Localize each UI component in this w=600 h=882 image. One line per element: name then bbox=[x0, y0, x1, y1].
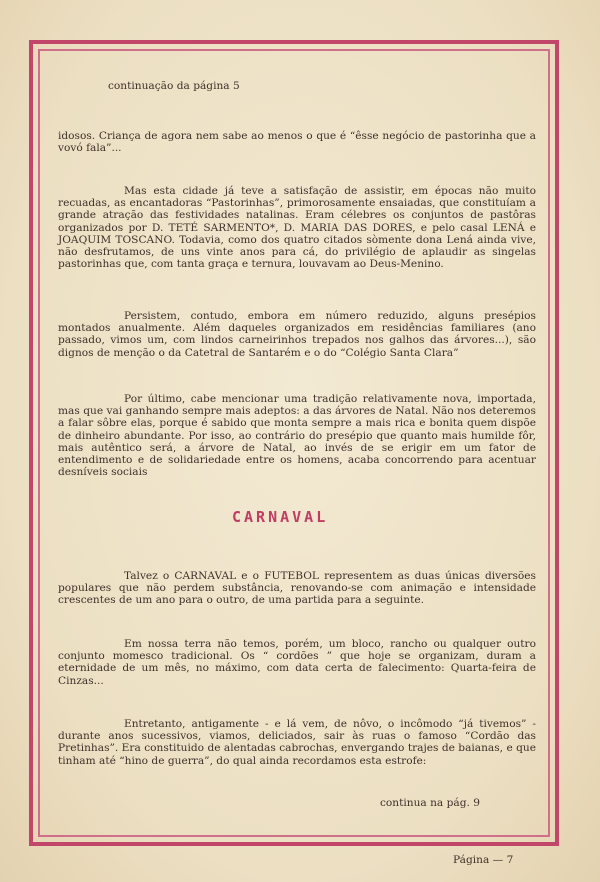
paragraph-text: Talvez o CARNAVAL e o FUTEBOL representem as duas únicas diversões populares que não perdem substância, renovando-se com animação e intensidade crescentes de um ano para o outro, de uma partida para a seguinte. bbox=[58, 570, 536, 607]
section-title: CARNAVAL bbox=[232, 508, 329, 526]
paragraph-text: Em nossa terra não temos, porém, um bloco, rancho ou qualquer outro conjunto momesco tradicional. Os “ cordões ” que hoje se organizam, duram a eternidade de um mês, no máximo, com data certa de falecimento: Quarta-feira de Cinzas... bbox=[58, 638, 536, 687]
paragraph-text: Entretanto, antigamente - e lá vem, de nôvo, o incômodo “já tivemos” - durante anos sucessivos, viamos, deliciados, sair às ruas o famoso “Cordão das Pretinhas”. Era constituido de alentadas cabrochas, envergando trajes de baianas, e que tinham até “hino de guerra”, do qual ainda recordamos esta estrofe: bbox=[58, 718, 536, 767]
paragraph-text: idosos. Criança de agora nem sabe ao menos o que é “êsse negócio de pastorinha que a vovó fala”... bbox=[58, 130, 536, 155]
paragraph-text: Por último, cabe mencionar uma tradição relativamente nova, importada, mas que vai ganhando sempre mais adeptos: a das árvores de Natal. Não nos deteremos a falar sôbre elas, porque é sabido que monta sempre a mais rica e bonita quem dispõe de dinheiro abundante. Por isso, ao contrário do presépio que quanto mais humilde fôr, mais autêntico será, a árvore de Natal, ao invés de se erigir em um fator de entendimento e de solidariedade entre os homens, acaba concorrendo para acentuar desníveis sociais bbox=[58, 393, 536, 479]
paragraph-pretinhas bbox=[58, 718, 536, 767]
paragraph-presepios bbox=[58, 310, 536, 359]
paragraph-carnaval-futebol bbox=[58, 570, 536, 607]
paragraph-cordoes bbox=[58, 638, 536, 687]
paragraph-pastorinhas bbox=[58, 185, 536, 270]
continuation-to-note: continua na pág. 9 bbox=[380, 797, 480, 809]
paragraph-arvores bbox=[58, 393, 536, 478]
paragraph-intro bbox=[58, 130, 536, 154]
continuation-from-note: continuação da página 5 bbox=[108, 80, 240, 92]
paragraph-text: Mas esta cidade já teve a satisfação de assistir, em épocas não muito recuadas, as encantadoras “Pastorinhas”, primorosamente ensaiadas, que constituíam a grande atração das festividades natalinas. Eram célebres os conjuntos de pastôras organizados por D. TETÉ SARMENTO*, D. MARIA DAS DORES, e pelo casal LENÁ e JOAQUIM TOSCANO. Todavia, como dos quatro citados sòmente dona Lená ainda vive, não desfrutamos, de uns vinte anos para cá, do privilégio de aplaudir as singelas pastorinhas que, com tanta graça e ternura, louvavam ao Deus-Menino. bbox=[58, 185, 536, 271]
paragraph-text: Persistem, contudo, embora em número reduzido, alguns presépios montados anualmente. Além daqueles organizados em residências familiares (ano passado, vimos um, com lindos carneirinhos trepados nos galhos das árvores...), são dignos de menção o da Catetral de Santarém e o do “Colégio Santa Clara” bbox=[58, 310, 536, 359]
page-number: Página — 7 bbox=[453, 854, 514, 866]
